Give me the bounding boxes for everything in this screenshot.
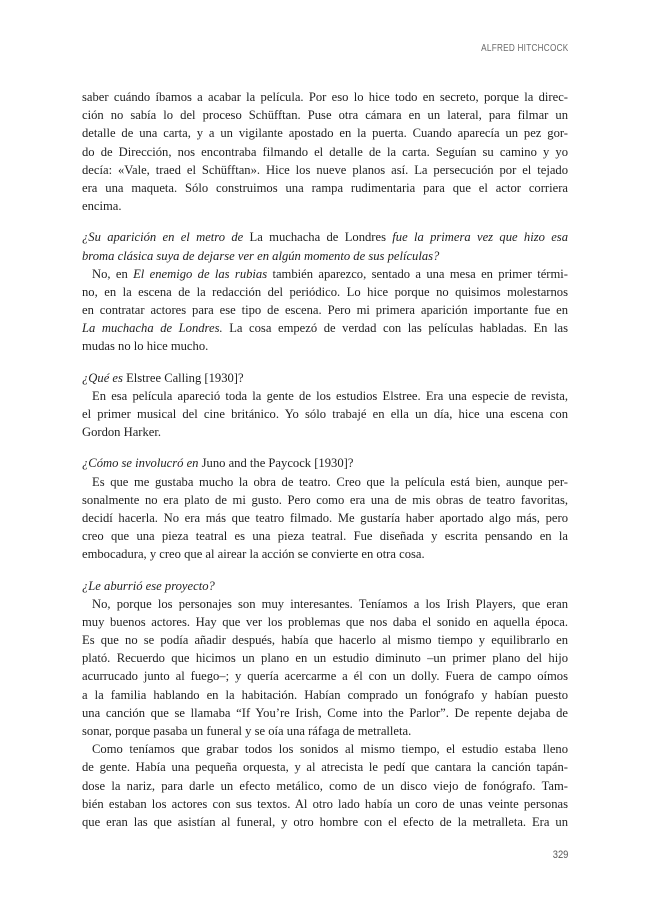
text-run: do de Dirección, nos encontraba filmando el detalle de la carta. Seguían su camino y yo [82, 144, 568, 159]
text-line [82, 197, 568, 215]
text-run: No, porque los personajes son muy interesantes. Teníamos a los Irish Players, que eran [92, 596, 568, 611]
text-run: que eran las que asistían al funeral, y otro hombre con el efecto de la metralleta. Era un [82, 814, 568, 829]
text-run: en contratar actores para ese tipo de escena. Pero mi primera aparición importante fue en [82, 303, 568, 318]
text-run: ción no sabía lo del proceso Schüfftan. Puse otra cámara en un lateral, para filmar un [82, 108, 568, 123]
italic-text: ¿Qué es [82, 370, 127, 385]
answer-paragraph [82, 265, 568, 356]
text-run: mudas no lo hice mucho. [82, 339, 209, 354]
text-line [82, 473, 568, 491]
italic-text: El enemigo de las rubias [133, 266, 268, 281]
question-paragraph [82, 228, 568, 264]
answer-paragraph [82, 595, 568, 741]
text-line [82, 179, 568, 197]
text-line [82, 337, 568, 355]
text-line [82, 369, 568, 387]
body-text [82, 88, 568, 831]
text-line [82, 509, 568, 527]
text-line [82, 143, 568, 161]
question-paragraph [82, 369, 568, 387]
text-run: Es que no se podía añadir después, había que hacerlo al mismo tiempo y equilibrarlo en [82, 633, 568, 648]
interview-section [82, 577, 568, 832]
text-run: plató. Recuerdo que hicimos un plano en un estudio diminuto –un primer plano del hijo [82, 651, 568, 666]
interview-section [82, 369, 568, 442]
text-run: bién estaban los actores con sus textos. Al otro lado había un coro de unas veinte personas [82, 796, 568, 811]
text-run: En esa película apareció toda la gente de los estudios Elstree. Era una especie de revista, [92, 388, 568, 403]
answer-paragraph [82, 740, 568, 831]
text-run: también aparezco, sentado a una mesa en primer térmi- [267, 266, 568, 281]
text-line [82, 777, 568, 795]
text-line [82, 161, 568, 179]
text-run: Elstree Calling [1930]? [126, 370, 244, 385]
text-run: creo que una pieza teatral es una pieza teatral. Fue diseñada y escrita pensando en la [82, 529, 568, 544]
text-run: sonalmente no era plato de mi gusto. Pero como era una de mis obras de teatro favoritas, [82, 492, 568, 507]
text-line [82, 454, 568, 472]
text-line [82, 247, 568, 265]
text-run: La muchacha de Londres [249, 230, 393, 245]
text-line [82, 491, 568, 509]
text-line [82, 283, 568, 301]
answer-paragraph [82, 473, 568, 564]
answer-paragraph [82, 387, 568, 442]
running-head: ALFRED HITCHCOCK [480, 43, 568, 54]
text-line [82, 301, 568, 319]
text-line [82, 577, 568, 595]
question-paragraph [82, 577, 568, 595]
text-line [82, 613, 568, 631]
text-line [82, 631, 568, 649]
text-run: muy buenos actores. Hay que ver los problemas que nos daba el sonido en aquella época. [82, 614, 568, 629]
text-line [82, 758, 568, 776]
text-line [82, 319, 568, 337]
text-run: encima. [82, 199, 122, 214]
text-line [82, 667, 568, 685]
text-run: detalle de una carta, y a un vigilante apostado en la puerta. Cuando aparecía un pez gor- [82, 126, 568, 141]
text-run: de gente. Había una pequeña orquesta, y al atrecista le pedí que cantara la canción tapán- [82, 760, 568, 775]
italic-text: ¿Su aparición en el metro de [82, 230, 250, 245]
text-line [82, 813, 568, 831]
italic-text: La muchacha de Londres. [82, 321, 223, 336]
text-line [82, 265, 568, 283]
italic-text: ¿Cómo se involucró en [82, 456, 202, 471]
question-paragraph [82, 454, 568, 472]
text-run: decidí hacerla. No era más que teatro filmado. Me gustaría haber aportado algo más, pero [82, 510, 568, 525]
text-line [82, 704, 568, 722]
text-run: Es que me gustaba mucho la obra de teatro. Creo que la película está bien, aunque per- [92, 474, 568, 489]
text-line [82, 527, 568, 545]
text-run: a la familia hablando en la habitación. Habían comprado un fonógrafo y habían puesto [82, 687, 568, 702]
text-line [82, 387, 568, 405]
answer-paragraph [82, 88, 568, 215]
text-run: dose la nariz, para darle un efecto metálico, como de un disco viejo de fonógrafo. Tam- [82, 778, 568, 793]
text-run: era una maqueta. Sólo construimos una rampa rudimentaria para que el actor corriera [82, 180, 568, 195]
text-line [82, 228, 568, 246]
text-run: embocadura, y creo que al airear la acción se convierte en otra cosa. [82, 547, 425, 562]
interview-section [82, 88, 568, 215]
text-run: Juno and the Paycock [1930]? [201, 456, 354, 471]
italic-text: ¿Le aburrió ese proyecto? [82, 578, 215, 593]
text-run: no, en la escena de la redacción del periódico. Lo hice porque no quisimos molestarnos [82, 284, 568, 299]
text-run: sonar, porque pasaba un funeral y se oía una ráfaga de metralleta. [82, 724, 412, 738]
italic-text: broma clásica suya de dejarse ver en algún momento de sus películas? [82, 248, 440, 263]
text-line [82, 545, 568, 563]
text-line [82, 106, 568, 124]
text-line [82, 423, 568, 441]
text-line [82, 595, 568, 613]
text-line [82, 740, 568, 758]
text-run: Gordon Harker. [82, 425, 162, 440]
text-run: La cosa empezó de verdad con las películas habladas. En las [222, 321, 568, 336]
text-line [82, 405, 568, 423]
text-line [82, 686, 568, 704]
text-run: decía: «Vale, traed el Schüfftan». Hice los nueve planos así. La persecución por el tejado [82, 162, 568, 177]
text-line [82, 722, 568, 740]
text-run: No, en [92, 266, 134, 281]
text-run: el primer musical del cine británico. Yo sólo trabajé en ella un día, hice una escena con [82, 407, 568, 421]
text-run: Como teníamos que grabar todos los sonidos al mismo tiempo, el estudio estaba lleno [92, 742, 568, 757]
text-run: acurrucado junto al fuego–; y quería acercarme a él con un dolly. Fuera de campo oímos [82, 669, 568, 684]
italic-text: fue la primera vez que hizo esa [392, 230, 569, 245]
interview-section [82, 228, 568, 355]
text-line [82, 124, 568, 142]
text-line [82, 88, 568, 106]
text-run: saber cuándo íbamos a acabar la película. Por eso lo hice todo en secreto, porque la direc- [82, 90, 568, 104]
interview-section [82, 454, 568, 563]
text-line [82, 649, 568, 667]
text-line [82, 795, 568, 813]
text-run: una canción que se llamaba “If You’re Irish, Come into the Parlor”. De repente dejaba de [82, 705, 568, 720]
page-number: 329 [552, 849, 568, 861]
